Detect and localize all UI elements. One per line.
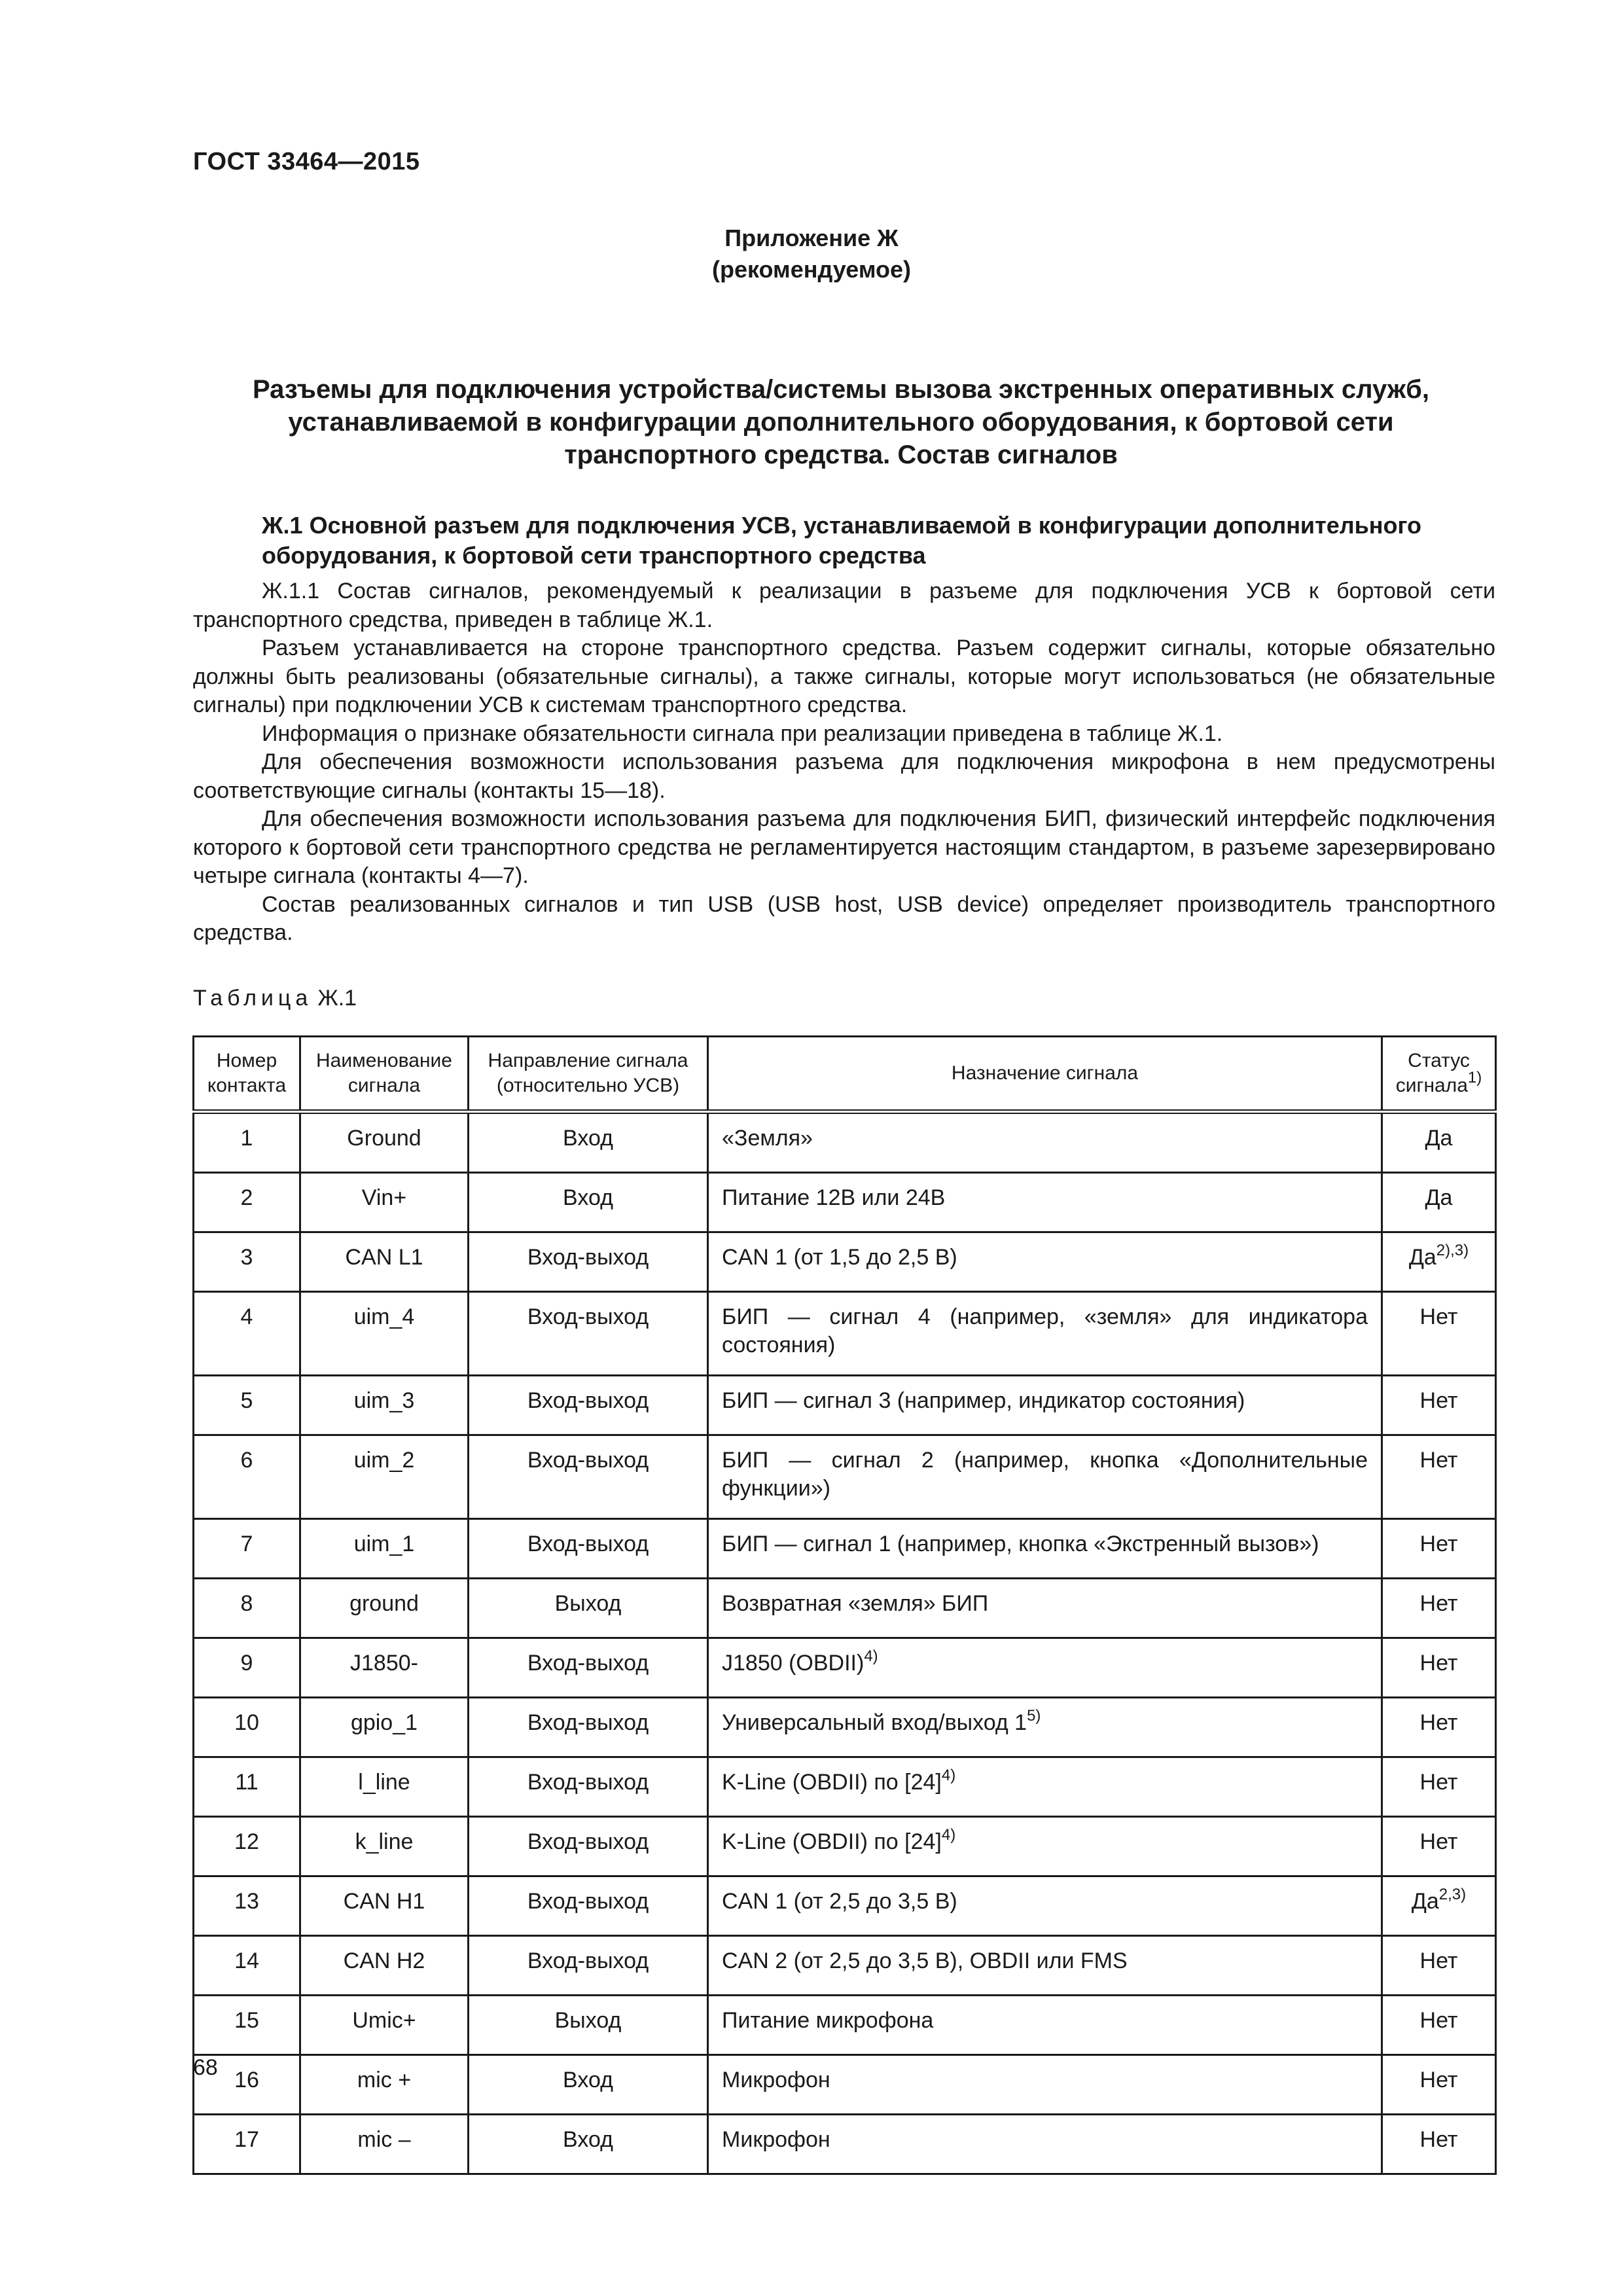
contact-number-cell <box>194 1757 300 1817</box>
signal-direction-cell <box>469 1996 708 2055</box>
table-row <box>194 1173 1496 1232</box>
signal-name-cell-text: CAN H2 <box>343 1948 425 1973</box>
signal-direction-cell <box>469 1112 708 1173</box>
contact-number-cell <box>194 1698 300 1757</box>
signal-status-cell <box>1382 1435 1496 1519</box>
table-header-row <box>194 1037 1496 1112</box>
appendix-title: Приложение Ж <box>724 224 899 251</box>
contact-number-cell <box>194 1936 300 1996</box>
signal-name-cell-text: Umic+ <box>352 2008 416 2033</box>
appendix-heading <box>0 223 1623 285</box>
footnote-ref: 1) <box>1467 1069 1482 1086</box>
signal-direction-cell <box>469 1876 708 1936</box>
signal-direction-cell <box>469 1232 708 1292</box>
signal-direction-cell-text: Вход-выход <box>527 1245 649 1270</box>
signal-purpose-cell <box>708 1936 1382 1996</box>
signal-purpose-cell-text: J1850 (OBDII) <box>722 1651 865 1676</box>
footnote-ref: 2),3) <box>1436 1242 1469 1259</box>
signal-status-cell-text: Да <box>1411 1889 1439 1914</box>
signal-direction-cell-text: Вход-выход <box>527 1889 649 1914</box>
signal-purpose-cell <box>708 1876 1382 1936</box>
signal-purpose-cell-text: Возвратная «земля» БИП <box>722 1591 989 1616</box>
table-row <box>194 1698 1496 1757</box>
contact-number-cell-text: 10 <box>234 1710 259 1735</box>
signal-status-cell-text: Нет <box>1419 1829 1458 1854</box>
signal-name-cell <box>300 1519 469 1579</box>
signal-direction-cell <box>469 1173 708 1232</box>
contact-number-cell-text: 13 <box>234 1889 259 1914</box>
signal-direction-cell-text: Вход-выход <box>527 1304 649 1329</box>
signal-name-cell <box>300 1579 469 1638</box>
contact-number-cell <box>194 1996 300 2055</box>
appendix-type: (рекомендуемое) <box>712 256 911 283</box>
signal-status-cell <box>1382 1292 1496 1376</box>
body-text <box>193 577 1495 948</box>
signal-status-cell <box>1382 1876 1496 1936</box>
contact-number-cell-text: 12 <box>234 1829 259 1854</box>
signal-purpose-cell <box>708 1996 1382 2055</box>
signal-name-cell <box>300 2115 469 2174</box>
signal-direction-cell-text: Вход-выход <box>527 1770 649 1795</box>
signal-status-cell-text: Нет <box>1419 1710 1458 1735</box>
signal-purpose-cell <box>708 1112 1382 1173</box>
contact-number-cell <box>194 1579 300 1638</box>
footnote-ref: 5) <box>1027 1707 1041 1725</box>
table-row <box>194 1817 1496 1876</box>
table-caption-label: Таблица <box>193 986 313 1011</box>
signal-purpose-cell <box>708 1757 1382 1817</box>
footnote-ref: 2,3) <box>1438 1886 1467 1903</box>
signal-name-cell <box>300 1698 469 1757</box>
paragraph: Информация о признаке обязательности сигнала при реализации приведена в таблице Ж.1. <box>262 721 1223 746</box>
table-body <box>194 1112 1496 2174</box>
signal-purpose-cell <box>708 2115 1382 2174</box>
signal-status-cell <box>1382 1376 1496 1435</box>
signal-direction-cell-text: Вход-выход <box>527 1948 649 1973</box>
signal-direction-cell-text: Вход <box>563 2127 613 2152</box>
signal-name-cell <box>300 1232 469 1292</box>
signal-direction-cell <box>469 1757 708 1817</box>
signal-status-cell-text: Нет <box>1419 2008 1458 2033</box>
table-row <box>194 1376 1496 1435</box>
signal-name-cell-text: mic + <box>357 2068 412 2092</box>
paragraph: Для обеспечения возможности использования разъема для подключения БИП, физический интерфейс подключения которого к бортовой сети транспортного средства не регламентируется настоящим стандартом, в разъеме зарезервировано четыре сигнала (контакты 4—7). <box>193 806 1495 888</box>
signal-direction-cell-text: Вход-выход <box>527 1651 649 1676</box>
signal-status-cell-text: Нет <box>1419 1388 1458 1413</box>
signal-direction-cell-text: Вход-выход <box>527 1829 649 1854</box>
signal-name-cell-text: l_line <box>358 1770 410 1795</box>
signal-direction-cell <box>469 1638 708 1698</box>
table-caption <box>193 986 357 1011</box>
document-code: ГОСТ 33464—2015 <box>193 148 420 175</box>
table-row <box>194 1996 1496 2055</box>
signal-name-cell-text: uim_4 <box>353 1304 415 1329</box>
signal-direction-cell-text: Вход <box>563 2068 613 2092</box>
signal-status-cell-text: Нет <box>1419 1770 1458 1795</box>
signal-status-cell-text: Нет <box>1419 2068 1458 2092</box>
signal-purpose-cell-text: Питание микрофона <box>722 2008 934 2033</box>
footnote-ref: 4) <box>864 1647 878 1665</box>
signal-purpose-cell <box>708 1638 1382 1698</box>
signal-name-cell-text: gpio_1 <box>350 1710 418 1735</box>
signal-status-cell-text: Нет <box>1419 1651 1458 1676</box>
table-row <box>194 1876 1496 1936</box>
signal-direction-cell-text: Вход-выход <box>527 1388 649 1413</box>
signal-purpose-cell <box>708 1376 1382 1435</box>
signal-name-cell-text: J1850- <box>350 1651 418 1676</box>
signal-direction-cell-text: Выход <box>554 2008 622 2033</box>
signal-status-cell-text: Нет <box>1419 1532 1458 1556</box>
signal-name-cell <box>300 2055 469 2115</box>
signal-direction-cell-text: Выход <box>554 1591 622 1616</box>
contact-number-cell <box>194 1232 300 1292</box>
signal-purpose-cell-text: Микрофон <box>722 2068 830 2092</box>
contact-number-cell <box>194 1112 300 1173</box>
contact-number-cell-text: 6 <box>240 1448 253 1473</box>
contact-number-cell-text: 3 <box>240 1245 253 1270</box>
header-contact-number: Номер контакта <box>194 1037 300 1112</box>
contact-number-cell <box>194 1876 300 1936</box>
signal-direction-cell-text: Вход <box>563 1185 613 1210</box>
signal-name-cell <box>300 1638 469 1698</box>
signal-status-cell <box>1382 1519 1496 1579</box>
signal-name-cell <box>300 1757 469 1817</box>
signal-purpose-cell-text: CAN 2 (от 2,5 до 3,5 В), OBDII или FMS <box>722 1948 1128 1973</box>
signal-direction-cell <box>469 2115 708 2174</box>
contact-number-cell-text: 1 <box>240 1126 253 1151</box>
table-row <box>194 1757 1496 1817</box>
contact-number-cell-text: 2 <box>240 1185 253 1210</box>
contact-number-cell <box>194 2115 300 2174</box>
contact-number-cell-text: 17 <box>234 2127 259 2152</box>
signal-status-cell <box>1382 1579 1496 1638</box>
signal-name-cell <box>300 1817 469 1876</box>
table-row <box>194 1936 1496 1996</box>
contact-number-cell <box>194 1292 300 1376</box>
signal-status-cell-text: Да <box>1408 1245 1436 1270</box>
signal-direction-cell <box>469 2055 708 2115</box>
signal-direction-cell-text: Вход-выход <box>527 1448 649 1473</box>
contact-number-cell <box>194 1817 300 1876</box>
contact-number-cell-text: 16 <box>234 2068 259 2092</box>
signal-direction-cell <box>469 1292 708 1376</box>
header-signal-status <box>1382 1037 1496 1112</box>
signal-name-cell-text: CAN H1 <box>343 1889 425 1914</box>
footnote-ref: 4) <box>941 1767 956 1784</box>
paragraph: Ж.1.1 Состав сигналов, рекомендуемый к реализации в разъеме для подключения УСВ к бортовой сети транспортного средства, приведен в таблице Ж.1. <box>193 579 1495 632</box>
main-title: Разъемы для подключения устройства/системы вызова экстренных оперативных служб, устанавливаемой в конфигурации дополнительного оборудования, к бортовой сети транспортного средства. Состав сигналов <box>253 375 1429 469</box>
contact-number-cell-text: 15 <box>234 2008 259 2033</box>
paragraph: Для обеспечения возможности использования разъема для подключения микрофона в нем предусмотрены соответствующие сигналы (контакты 15—18). <box>193 749 1495 803</box>
signal-status-cell-text: Нет <box>1419 1948 1458 1973</box>
signal-purpose-cell <box>708 1435 1382 1519</box>
signal-direction-cell <box>469 1936 708 1996</box>
signal-purpose-cell-text: CAN 1 (от 2,5 до 3,5 В) <box>722 1889 957 1914</box>
paragraph: Состав реализованных сигналов и тип USB (USB host, USB device) определяет производитель транспортного средства. <box>193 891 1495 945</box>
contact-number-cell-text: 9 <box>240 1651 253 1676</box>
signal-direction-cell <box>469 1698 708 1757</box>
header-signal-direction: Направление сигнала (относительно УСВ) <box>469 1037 708 1112</box>
signal-name-cell <box>300 1435 469 1519</box>
signal-status-cell-text: Да <box>1425 1126 1453 1151</box>
header-signal-purpose: Назначение сигнала <box>708 1037 1382 1112</box>
table-caption-number: Ж.1 <box>317 986 357 1011</box>
signal-status-cell <box>1382 1698 1496 1757</box>
page-number: 68 <box>193 2055 218 2080</box>
signal-purpose-cell-text: БИП — сигнал 1 (например, кнопка «Экстренный вызов») <box>722 1532 1319 1556</box>
table-row <box>194 1579 1496 1638</box>
signal-purpose-cell <box>708 2055 1382 2115</box>
signal-status-cell-text: Нет <box>1419 1448 1458 1473</box>
signal-name-cell <box>300 1112 469 1173</box>
signal-name-cell-text: mic – <box>357 2127 411 2152</box>
signal-direction-cell-text: Вход-выход <box>527 1710 649 1735</box>
signal-status-cell <box>1382 2115 1496 2174</box>
contact-number-cell <box>194 1638 300 1698</box>
signal-status-cell <box>1382 1638 1496 1698</box>
signal-name-cell-text: uim_1 <box>353 1532 415 1556</box>
signal-name-cell-text: ground <box>349 1591 419 1616</box>
signal-purpose-cell <box>708 1698 1382 1757</box>
footnote-ref: 4) <box>941 1826 956 1844</box>
table-row <box>194 1519 1496 1579</box>
contact-number-cell <box>194 1435 300 1519</box>
signal-direction-cell <box>469 1817 708 1876</box>
signal-status-cell-text: Да <box>1425 1185 1453 1210</box>
signal-purpose-cell <box>708 1232 1382 1292</box>
signal-purpose-cell-text: Питание 12В или 24В <box>722 1185 946 1210</box>
signal-name-cell-text: uim_2 <box>353 1448 415 1473</box>
table-row <box>194 2115 1496 2174</box>
signal-status-cell <box>1382 1757 1496 1817</box>
signal-purpose-cell-text: БИП — сигнал 4 (например, «земля» для индикатора состояния) <box>722 1304 1368 1357</box>
table-row <box>194 2055 1496 2115</box>
table-row <box>194 1292 1496 1376</box>
signal-status-cell <box>1382 1232 1496 1292</box>
signal-name-cell-text: CAN L1 <box>345 1245 423 1270</box>
signal-purpose-cell <box>708 1579 1382 1638</box>
signal-status-cell-text: Нет <box>1419 1591 1458 1616</box>
signal-name-cell <box>300 1292 469 1376</box>
signal-direction-cell <box>469 1579 708 1638</box>
contact-number-cell <box>194 1173 300 1232</box>
contact-number-cell-text: 5 <box>240 1388 253 1413</box>
signal-purpose-cell <box>708 1173 1382 1232</box>
signal-status-cell <box>1382 1996 1496 2055</box>
header-status-label: Статус сигнала <box>1395 1050 1470 1096</box>
signal-name-cell-text: Vin+ <box>361 1185 407 1210</box>
signal-purpose-cell-text: Универсальный вход/выход 1 <box>722 1710 1027 1735</box>
signal-status-cell <box>1382 1173 1496 1232</box>
signal-purpose-cell <box>708 1519 1382 1579</box>
contact-number-cell-text: 4 <box>240 1304 253 1329</box>
signal-direction-cell <box>469 1376 708 1435</box>
table-row <box>194 1232 1496 1292</box>
header-signal-name: Наименование сигнала <box>300 1037 469 1112</box>
signal-name-cell <box>300 1996 469 2055</box>
signal-purpose-cell-text: CAN 1 (от 1,5 до 2,5 В) <box>722 1245 957 1270</box>
table-row <box>194 1112 1496 1173</box>
table-row <box>194 1435 1496 1519</box>
signal-purpose-cell-text: K-Line (OBDII) по [24] <box>722 1829 942 1854</box>
signal-purpose-cell-text: «Земля» <box>722 1126 813 1151</box>
contact-number-cell-text: 11 <box>235 1770 259 1795</box>
signal-name-cell <box>300 1173 469 1232</box>
signal-purpose-cell-text: БИП — сигнал 2 (например, кнопка «Дополнительные функции») <box>722 1448 1368 1501</box>
signal-purpose-cell-text: Микрофон <box>722 2127 830 2152</box>
signal-name-cell <box>300 1376 469 1435</box>
signal-status-cell <box>1382 1936 1496 1996</box>
signal-status-cell-text: Нет <box>1419 2127 1458 2152</box>
signal-name-cell-text: k_line <box>355 1829 414 1854</box>
contact-number-cell-text: 14 <box>234 1948 259 1973</box>
signal-direction-cell <box>469 1519 708 1579</box>
contact-number-cell-text: 8 <box>240 1591 253 1616</box>
table-row <box>194 1638 1496 1698</box>
signal-name-cell <box>300 1876 469 1936</box>
signal-status-cell <box>1382 2055 1496 2115</box>
signal-name-cell <box>300 1936 469 1996</box>
signal-status-cell <box>1382 1112 1496 1173</box>
signal-name-cell-text: Ground <box>347 1126 421 1151</box>
signal-status-cell <box>1382 1817 1496 1876</box>
signals-table <box>192 1035 1497 2175</box>
signal-name-cell-text: uim_3 <box>353 1388 415 1413</box>
signal-purpose-cell <box>708 1292 1382 1376</box>
contact-number-cell <box>194 1376 300 1435</box>
signal-direction-cell-text: Вход <box>563 1126 613 1151</box>
signal-direction-cell <box>469 1435 708 1519</box>
contact-number-cell-text: 7 <box>240 1532 253 1556</box>
signal-direction-cell-text: Вход-выход <box>527 1532 649 1556</box>
signal-purpose-cell <box>708 1817 1382 1876</box>
section-heading: Ж.1 Основной разъем для подключения УСВ, устанавливаемой в конфигурации дополнительного оборудования, к бортовой сети транспортного средства <box>262 512 1421 569</box>
signal-purpose-cell-text: K-Line (OBDII) по [24] <box>722 1770 942 1795</box>
signal-purpose-cell-text: БИП — сигнал 3 (например, индикатор состояния) <box>722 1388 1245 1413</box>
signal-status-cell-text: Нет <box>1419 1304 1458 1329</box>
contact-number-cell <box>194 1519 300 1579</box>
paragraph: Разъем устанавливается на стороне транспортного средства. Разъем содержит сигналы, которые обязательно должны быть реализованы (обязательные сигналы), а также сигналы, которые могут использоваться (не обязательные сигналы) при подключении УСВ к системам транспортного средства. <box>193 636 1495 717</box>
